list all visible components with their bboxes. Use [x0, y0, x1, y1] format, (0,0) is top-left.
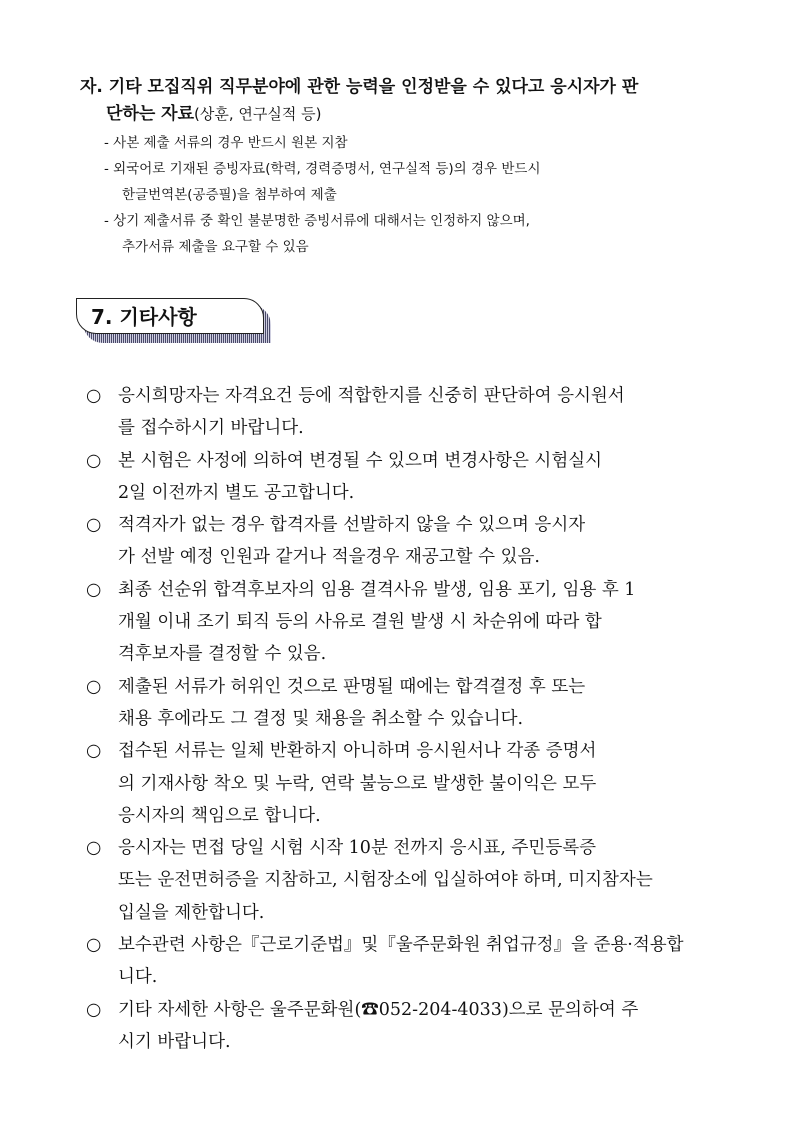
notice-item-line: 기타 자세한 사항은 울주문화원(☎052-204-4033)으로 문의하여 주 [118, 999, 639, 1020]
notice-item-line: 응시희망자는 자격요건 등에 적합한지를 신중히 판단하여 응시원서 [118, 386, 625, 406]
notice-item-line: 입실을 제한합니다. [118, 902, 265, 923]
notice-item-line: 가 선발 예정 인원과 같거나 적을경우 재공고할 수 있음. [118, 547, 540, 568]
list-item: - 상기 제출서류 중 확인 불분명한 증빙서류에 대해서는 인정하지 않으며, [104, 213, 530, 229]
section-ja-heading [80, 74, 730, 128]
circle-bullet-icon: ○ [86, 676, 102, 697]
notice-item [86, 832, 726, 929]
list-item: - 사본 제출 서류의 경우 반드시 원본 지참 [104, 135, 348, 151]
notice-item [86, 929, 726, 994]
notice-item-line: 2일 이전까지 별도 공고합니다. [118, 482, 355, 503]
list-item-continuation: 추가서류 제출을 요구할 수 있음 [122, 239, 309, 255]
notice-item-line: 본 시험은 사정에 의하여 변경될 수 있으며 변경사항은 시험실시 [118, 450, 603, 471]
section-7-title-box [76, 298, 268, 340]
circle-bullet-icon: ○ [86, 999, 102, 1020]
circle-bullet-icon: ○ [86, 386, 102, 406]
notice-item [86, 735, 726, 832]
circle-bullet-icon: ○ [86, 741, 102, 762]
section-ja-bullets [104, 130, 724, 260]
notice-item-line: 시기 바랍니다. [118, 1031, 231, 1052]
circle-bullet-icon: ○ [86, 838, 102, 859]
section-7-title: 7. 기타사항 [76, 298, 264, 334]
section-ja-heading-line2: 단하는 자료 [106, 104, 195, 124]
notice-item-line: 의 기재사항 착오 및 누락, 연락 불능으로 발생한 불이익은 모두 [118, 773, 597, 794]
section-ja-heading-note: (상훈, 연구실적 등) [194, 105, 322, 123]
list-item: - 외국어로 기재된 증빙자료(학력, 경력증명서, 연구실적 등)의 경우 반드시 [104, 161, 541, 177]
notice-item-line: 격후보자를 결정할 수 있음. [118, 644, 327, 665]
notice-item-line: 보수관련 사항은『근로기준법』및『울주문화원 취업규정』을 준용·적용합 [118, 935, 684, 956]
notice-item [86, 574, 726, 671]
section-ja-heading-line1: 자. 기타 모집직위 직무분야에 관한 능력을 인정받을 수 있다고 응시자가 판 [80, 77, 639, 97]
notice-item-line: 를 접수하시기 바랍니다. [118, 418, 304, 439]
circle-bullet-icon: ○ [86, 450, 102, 471]
circle-bullet-icon: ○ [86, 515, 102, 536]
notice-item [86, 671, 726, 736]
notice-item-line: 접수된 서류는 일체 반환하지 아니하며 응시원서나 각종 증명서 [118, 741, 597, 762]
notice-item-line: 또는 운전면허증을 지참하고, 시험장소에 입실하여야 하며, 미지참자는 [118, 870, 653, 891]
notice-item [86, 380, 726, 445]
notice-item-line: 최종 선순위 합격후보자의 임용 결격사유 발생, 임용 포기, 임용 후 1 [118, 579, 636, 600]
notice-item-line: 적격자가 없는 경우 합격자를 선발하지 않을 수 있으며 응시자 [118, 515, 586, 536]
notice-item-line: 채용 후에라도 그 결정 및 채용을 취소할 수 있습니다. [118, 708, 524, 729]
notice-item-line: 응시자는 면접 당일 시험 시작 10분 전까지 응시표, 주민등록증 [118, 838, 597, 859]
notice-item-line: 제출된 서류가 허위인 것으로 판명될 때에는 합격결정 후 또는 [118, 676, 586, 697]
notice-item [86, 994, 726, 1059]
notice-item [86, 445, 726, 510]
circle-bullet-icon: ○ [86, 579, 102, 600]
notice-item [86, 509, 726, 574]
notice-item-line: 니다. [118, 967, 158, 988]
list-item-continuation: 한글번역본(공증필)을 첨부하여 제출 [122, 187, 337, 203]
circle-bullet-icon: ○ [86, 935, 102, 956]
notice-item-line: 응시자의 책임으로 합니다. [118, 805, 321, 826]
section-7-items [86, 380, 726, 1058]
notice-item-line: 개월 이내 조기 퇴직 등의 사유로 결원 발생 시 차순위에 따라 합 [118, 612, 602, 633]
